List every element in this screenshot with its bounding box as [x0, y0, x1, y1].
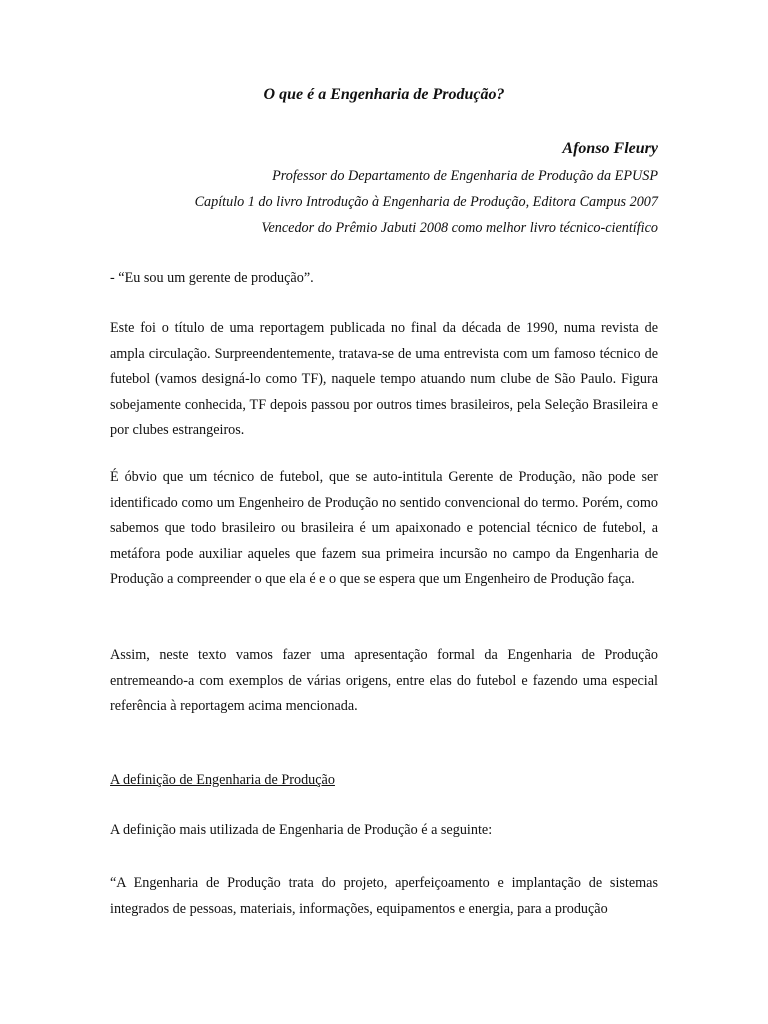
- author-affiliation-line: Professor do Departamento de Engenharia de Produção da EPUSP: [272, 168, 658, 184]
- paragraph-1: Este foi o título de uma reportagem publicada no final da década de 1990, numa revista de ampla circulação. Surpreendentemente, tratava-se de uma entrevista com um famoso técnico de futebol (vamos designá-lo como TF), naquele tempo atuando num clube de São Paulo. Figura sobejamente conhecida, TF depois passou por outros times brasileiros, pela Seleção Brasileira e por clubes estrangeiros.: [110, 320, 658, 439]
- definition-intro: A definição mais utilizada de Engenharia de Produção é a seguinte:: [110, 822, 493, 838]
- award-line: Vencedor do Prêmio Jabuti 2008 como melhor livro técnico-científico: [261, 220, 658, 236]
- author-name: Afonso Fleury: [562, 140, 658, 157]
- paragraph-3: Assim, neste texto vamos fazer uma apresentação formal da Engenharia de Produção entremeando-a com exemplos de várias origens, entre elas do futebol e fazendo uma especial referência à reportagem acima mencionada.: [110, 647, 658, 715]
- opening-quote: - “Eu sou um gerente de produção”.: [110, 270, 314, 286]
- definition-quote: “A Engenharia de Produção trata do projeto, aperfeiçoamento e implantação de sistemas integrados de pessoas, materiais, informações, equipamentos e energia, para a produção: [110, 875, 658, 917]
- paragraph-2: É óbvio que um técnico de futebol, que se auto-intitula Gerente de Produção, não pode ser identificado como um Engenheiro de Produção no sentido convencional do termo. Porém, como sabemos que todo brasileiro ou brasileira é um apaixonado e potencial técnico de futebol, a metáfora pode auxiliar aqueles que fazem sua primeira incursão no campo da Engenharia de Produção a compreender o que ela é e o que se espera que um Engenheiro de Produção faça.: [110, 469, 658, 588]
- book-reference-line: Capítulo 1 do livro Introdução à Engenharia de Produção, Editora Campus 2007: [194, 194, 658, 210]
- section-heading: A definição de Engenharia de Produção: [110, 772, 335, 788]
- page-title: O que é a Engenharia de Produção?: [263, 86, 505, 103]
